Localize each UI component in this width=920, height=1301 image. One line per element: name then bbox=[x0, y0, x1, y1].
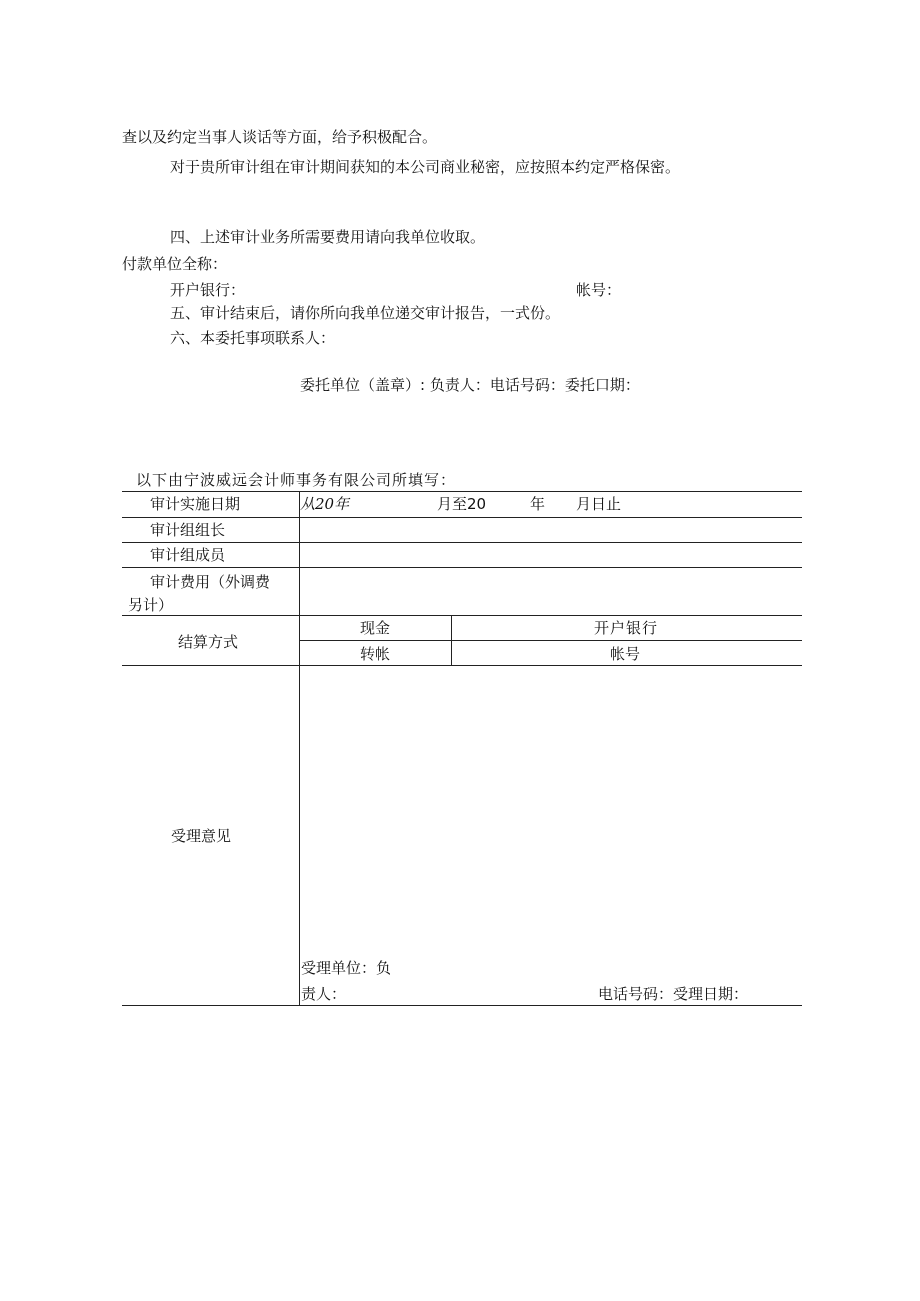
table-hline bbox=[122, 542, 802, 543]
accept-unit: 受理单位：负 bbox=[301, 959, 392, 977]
text-line-8: 委托单位（盖章）: 负责人：电话号码：委托口期： bbox=[300, 376, 640, 394]
cash-label: 现金 bbox=[360, 619, 391, 637]
leader-label: 审计组组长 bbox=[150, 521, 226, 539]
table-hline bbox=[122, 567, 802, 568]
account-label: 帐号 bbox=[610, 645, 641, 663]
responsible: 责人： bbox=[301, 985, 347, 1003]
date-year: 年 bbox=[530, 495, 546, 513]
opinion-label: 受理意见 bbox=[171, 827, 232, 845]
bank-label: 开户银行 bbox=[594, 619, 659, 637]
date-from: 从20年 bbox=[300, 495, 350, 513]
table-hline bbox=[122, 615, 802, 616]
date-mid: 月至20 bbox=[437, 495, 487, 513]
text-line-5-bank: 开户银行： bbox=[170, 281, 246, 299]
date-end: 月日止 bbox=[576, 495, 622, 513]
text-line-5-account: 帐号： bbox=[576, 281, 622, 299]
table-hline bbox=[299, 640, 802, 641]
fee-label-line1: 审计费用（外调费 bbox=[150, 573, 271, 591]
table-hline bbox=[122, 517, 802, 518]
transfer-label: 转帐 bbox=[360, 645, 391, 663]
table-hline bbox=[122, 665, 802, 666]
settlement-label: 结算方式 bbox=[178, 633, 239, 651]
table-hline bbox=[122, 491, 802, 492]
text-line-7: 六、本委托事项联系人： bbox=[170, 329, 336, 347]
members-label: 审计组成员 bbox=[150, 546, 226, 564]
table-vline bbox=[299, 491, 300, 1005]
phone-date: 电话号码：受理日期： bbox=[598, 985, 749, 1003]
fee-label-line2: 另计） bbox=[128, 596, 174, 614]
table-vline bbox=[451, 615, 452, 665]
date-label: 审计实施日期 bbox=[150, 495, 241, 513]
text-line-2: 对于贵所审计组在审计期间获知的本公司商业秘密，应按照本约定严格保密。 bbox=[170, 158, 681, 176]
table-caption: 以下由宁波威远会计师事务有限公司所填写： bbox=[136, 471, 457, 489]
text-line-4: 付款单位全称： bbox=[122, 255, 228, 273]
text-line-1: 查以及约定当事人谈话等方面，给予积极配合。 bbox=[122, 128, 438, 146]
text-line-6: 五、审计结束后，请你所向我单位递交审计报告，一式份。 bbox=[170, 304, 561, 322]
text-line-3: 四、上述审计业务所需要费用请向我单位收取。 bbox=[170, 228, 486, 246]
table-hline bbox=[122, 1005, 802, 1006]
